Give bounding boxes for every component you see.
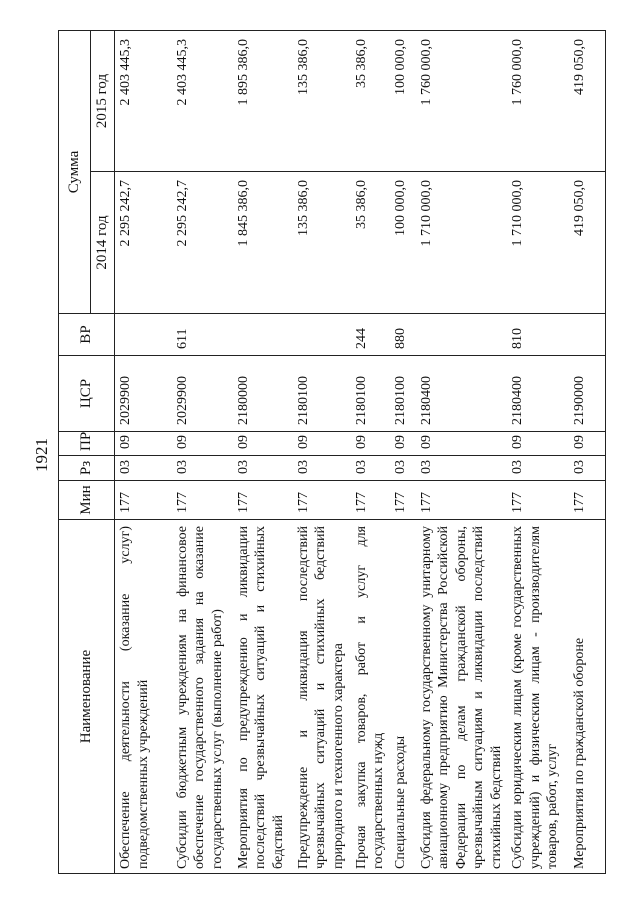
- row-pr: 09: [416, 432, 508, 456]
- row-2014: 1 710 000,0: [507, 172, 569, 314]
- row-vr: [293, 314, 351, 356]
- table-row: [351, 30, 390, 873]
- row-vr: [569, 314, 605, 356]
- row-2015: 2 403 445,3: [172, 30, 233, 171]
- row-2015: 35 386,0: [351, 30, 390, 171]
- row-vr: [233, 314, 293, 356]
- row-pr: 09: [507, 432, 569, 456]
- table-row: [416, 30, 508, 873]
- row-rz: 03: [416, 456, 508, 481]
- table-row: [233, 30, 293, 873]
- row-vr: 810: [507, 314, 569, 356]
- row-name: Обеспечение деятельности (оказание услуг) подведомственных учреждений: [115, 520, 172, 874]
- row-pr: 09: [115, 432, 172, 456]
- header-sum: Сумма: [59, 30, 91, 313]
- row-2014: 419 050,0: [569, 172, 605, 314]
- row-name: Субсидии бюджетным учреждениям на финансовое обеспечение государственного задания на оказание государственных услуг (выполнение работ): [172, 520, 233, 874]
- row-2015: 135 386,0: [293, 30, 351, 171]
- row-pr: 09: [172, 432, 233, 456]
- row-2015: 1 760 000,0: [416, 30, 508, 171]
- row-name: Специальные расходы: [390, 520, 416, 874]
- row-rz: 03: [293, 456, 351, 481]
- row-2014: 1 845 386,0: [233, 172, 293, 314]
- row-min: 177: [507, 481, 569, 520]
- header-rz: Рз: [59, 456, 115, 481]
- row-rz: 03: [507, 456, 569, 481]
- row-2015: 2 403 445,3: [115, 30, 172, 171]
- table-row: [569, 30, 605, 873]
- header-2015: 2015 год: [91, 30, 115, 171]
- row-name: Субсидия федеральному государственному унитарному авиационному предприятию Министерства Российской Федерации по делам гражданской обороны, чрезвычайным ситуациям и ликвидации последствий стихийных бедствий: [416, 520, 508, 874]
- table-row: [507, 30, 569, 873]
- row-name: Прочая закупка товаров, работ и услуг для государственных нужд: [351, 520, 390, 874]
- row-2014: 2 295 242,7: [115, 172, 172, 314]
- header-pr: ПР: [59, 432, 115, 456]
- row-min: 177: [293, 481, 351, 520]
- row-csr: 2029900: [115, 356, 172, 432]
- row-2015: 1 760 000,0: [507, 30, 569, 171]
- table-row: [293, 30, 351, 873]
- row-csr: 2180400: [416, 356, 508, 432]
- row-2014: 1 710 000,0: [416, 172, 508, 314]
- row-2015: 419 050,0: [569, 30, 605, 171]
- row-name: Субсидии юридическим лицам (кроме государственных учреждений) и физическим лицам - производителям товаров, работ, услуг: [507, 520, 569, 874]
- row-2015: 100 000,0: [390, 30, 416, 171]
- budget-table: [58, 30, 606, 874]
- row-vr: 244: [351, 314, 390, 356]
- row-2014: 135 386,0: [293, 172, 351, 314]
- row-pr: 09: [569, 432, 605, 456]
- row-min: 177: [115, 481, 172, 520]
- row-rz: 03: [115, 456, 172, 481]
- row-min: 177: [351, 481, 390, 520]
- row-csr: 2180400: [507, 356, 569, 432]
- row-min: 177: [416, 481, 508, 520]
- header-vr: ВР: [59, 314, 115, 356]
- table-body: [115, 30, 606, 873]
- row-pr: 09: [390, 432, 416, 456]
- row-rz: 03: [172, 456, 233, 481]
- row-rz: 03: [351, 456, 390, 481]
- row-csr: 2180100: [351, 356, 390, 432]
- row-csr: 2029900: [172, 356, 233, 432]
- row-vr: 880: [390, 314, 416, 356]
- row-2014: 2 295 242,7: [172, 172, 233, 314]
- row-2014: 100 000,0: [390, 172, 416, 314]
- row-name: Мероприятия по гражданской обороне: [569, 520, 605, 874]
- header-csr: ЦСР: [59, 356, 115, 432]
- row-2015: 1 895 386,0: [233, 30, 293, 171]
- page-number-text: 1921: [32, 438, 51, 472]
- row-rz: 03: [390, 456, 416, 481]
- row-min: 177: [233, 481, 293, 520]
- budget-table-rotated: [58, 31, 594, 874]
- table-header: [59, 30, 115, 873]
- table-row: [115, 30, 172, 873]
- row-rz: 03: [569, 456, 605, 481]
- table-row: [390, 30, 416, 873]
- row-vr: 611: [172, 314, 233, 356]
- row-min: 177: [172, 481, 233, 520]
- page-number: [32, 438, 52, 472]
- row-vr: [416, 314, 508, 356]
- header-min: Мин: [59, 481, 115, 520]
- row-pr: 09: [293, 432, 351, 456]
- row-2014: 35 386,0: [351, 172, 390, 314]
- header-name: Наименование: [59, 520, 115, 874]
- row-vr: [115, 314, 172, 356]
- row-min: 177: [569, 481, 605, 520]
- row-min: 177: [390, 481, 416, 520]
- header-2014: 2014 год: [91, 172, 115, 314]
- row-csr: 2180000: [233, 356, 293, 432]
- table-row: [172, 30, 233, 873]
- row-name: Мероприятия по предупреждению и ликвидации последствий чрезвычайных ситуаций и стихийных бедствий: [233, 520, 293, 874]
- row-name: Предупреждение и ликвидация последствий чрезвычайных ситуаций и стихийных бедствий природного и техногенного характера: [293, 520, 351, 874]
- row-csr: 2180100: [390, 356, 416, 432]
- row-pr: 09: [351, 432, 390, 456]
- row-pr: 09: [233, 432, 293, 456]
- row-csr: 2190000: [569, 356, 605, 432]
- row-csr: 2180100: [293, 356, 351, 432]
- row-rz: 03: [233, 456, 293, 481]
